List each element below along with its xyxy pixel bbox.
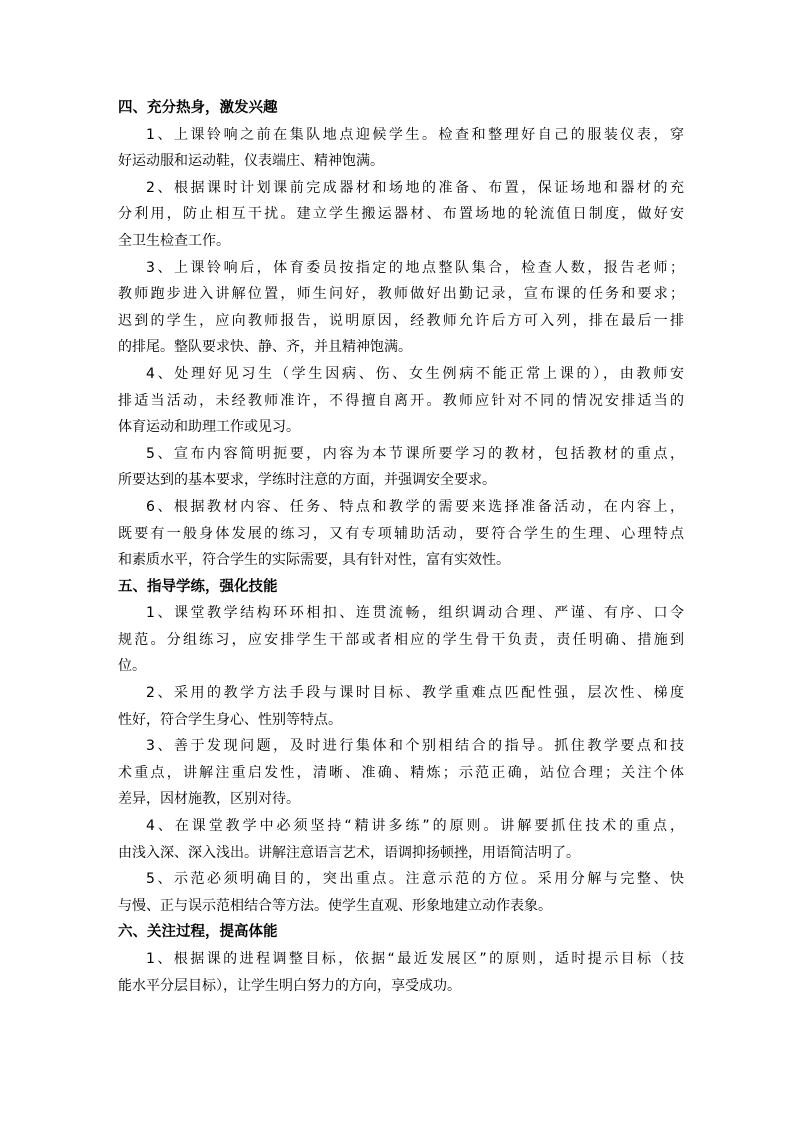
paragraph-line: 教师跑步进入讲解位置，师生问好，教师做好出勤记录，宣布课的任务和要求； bbox=[118, 286, 684, 303]
paragraph bbox=[118, 733, 684, 813]
paragraph-line: 既要有一般身体发展的练习，又有专项辅助活动，要符合学生的生理、心理特点 bbox=[118, 525, 684, 542]
paragraph-line: 位。 bbox=[118, 658, 146, 675]
paragraph-line: 3、上课铃响后，体育委员按指定的地点整队集合，检查人数，报告老师； bbox=[146, 259, 684, 276]
paragraph bbox=[118, 866, 684, 919]
paragraph-line: 2、采用的教学方法手段与课时目标、教学重难点匹配性强，层次性、梯度 bbox=[146, 685, 684, 702]
paragraph-line: 2、根据课时计划课前完成器材和场地的准备、布置，保证场地和器材的充 bbox=[146, 179, 684, 196]
paragraph-line: 1、上课铃响之前在集队地点迎候学生。检查和整理好自己的服装仪表，穿 bbox=[146, 126, 684, 143]
paragraph bbox=[118, 600, 684, 680]
paragraph-line: 所要达到的基本要求，学练时注意的方面，并强调安全要求。 bbox=[118, 472, 496, 489]
paragraph-line: 能水平分层目标），让学生明白努力的方向，享受成功。 bbox=[118, 977, 461, 994]
paragraph-line: 排适当活动，未经教师准许，不得擅自离开。教师应针对不同的情况安排适当的 bbox=[118, 392, 684, 409]
paragraph bbox=[118, 813, 684, 866]
paragraph-line: 术重点，讲解注重启发性，清晰、准确、精炼；示范正确，站位合理；关注个体 bbox=[118, 764, 684, 781]
paragraph bbox=[118, 441, 684, 494]
paragraph-line: 性好，符合学生身心、性别等特点。 bbox=[118, 711, 342, 728]
paragraph-line: 和素质水平，符合学生的实际需要，具有针对性，富有实效性。 bbox=[118, 552, 510, 569]
paragraph-line: 差异，因材施教，区别对待。 bbox=[118, 791, 300, 808]
section-heading: 六、关注过程，提高体能 bbox=[118, 924, 278, 941]
paragraph-line: 的排尾。整队要求快、静、齐，并且精神饱满。 bbox=[118, 339, 412, 356]
paragraph bbox=[118, 122, 684, 175]
paragraph bbox=[118, 680, 684, 733]
paragraph-line: 6、根据教材内容、任务、特点和教学的需要来选择准备活动，在内容上， bbox=[146, 498, 684, 515]
paragraph-line: 规范。分组练习，应安排学生干部或者相应的学生骨干负责，责任明确、措施到 bbox=[118, 631, 684, 648]
document-body bbox=[118, 95, 684, 999]
document-page bbox=[118, 95, 684, 999]
paragraph-line: 1、根据课的进程调整目标，依据“最近发展区”的原则，适时提示目标（技 bbox=[146, 951, 684, 967]
paragraph-line: 4、在课堂教学中必须坚持“精讲多练”的原则。讲解要抓住技术的重点， bbox=[146, 818, 684, 835]
paragraph-line: 迟到的学生，应向教师报告，说明原因，经教师允许后方可入列，排在最后一排 bbox=[118, 312, 684, 329]
paragraph bbox=[118, 946, 684, 999]
paragraph-line: 分利用，防止相互干扰。建立学生搬运器材、布置场地的轮流值日制度，做好安 bbox=[118, 206, 684, 223]
section-heading: 五、指导学练，强化技能 bbox=[118, 578, 278, 595]
paragraph-line: 1、课堂教学结构环环相扣、连贯流畅，组织调动合理、严谨、有序、口令 bbox=[146, 605, 684, 622]
paragraph-line: 体育运动和助理工作或见习。 bbox=[118, 419, 300, 436]
paragraph-line: 与慢、正与误示范相结合等方法。使学生直观、形象地建立动作表象。 bbox=[118, 897, 552, 914]
paragraph-line: 好运动服和运动鞋，仪表端庄、精神饱满。 bbox=[118, 153, 384, 170]
paragraph-line: 3、善于发现问题，及时进行集体和个别相结合的指导。抓住教学要点和技 bbox=[146, 738, 684, 755]
paragraph-line: 5、示范必须明确目的，突出重点。注意示范的方位。采用分解与完整、快 bbox=[146, 871, 684, 888]
paragraph bbox=[118, 175, 684, 255]
paragraph-line: 4、处理好见习生（学生因病、伤、女生例病不能正常上课的），由教师安 bbox=[146, 365, 684, 382]
paragraph bbox=[118, 361, 684, 441]
section-heading: 四、充分热身，激发兴趣 bbox=[118, 100, 278, 116]
paragraph bbox=[118, 255, 684, 361]
paragraph bbox=[118, 494, 684, 574]
paragraph-line: 5、宣布内容简明扼要，内容为本节课所要学习的教材，包括教材的重点， bbox=[146, 445, 684, 462]
paragraph-line: 全卫生检查工作。 bbox=[118, 232, 230, 249]
paragraph-line: 由浅入深、深入浅出。讲解注意语言艺术，语调抑扬顿挫，用语简洁明了。 bbox=[118, 844, 580, 861]
